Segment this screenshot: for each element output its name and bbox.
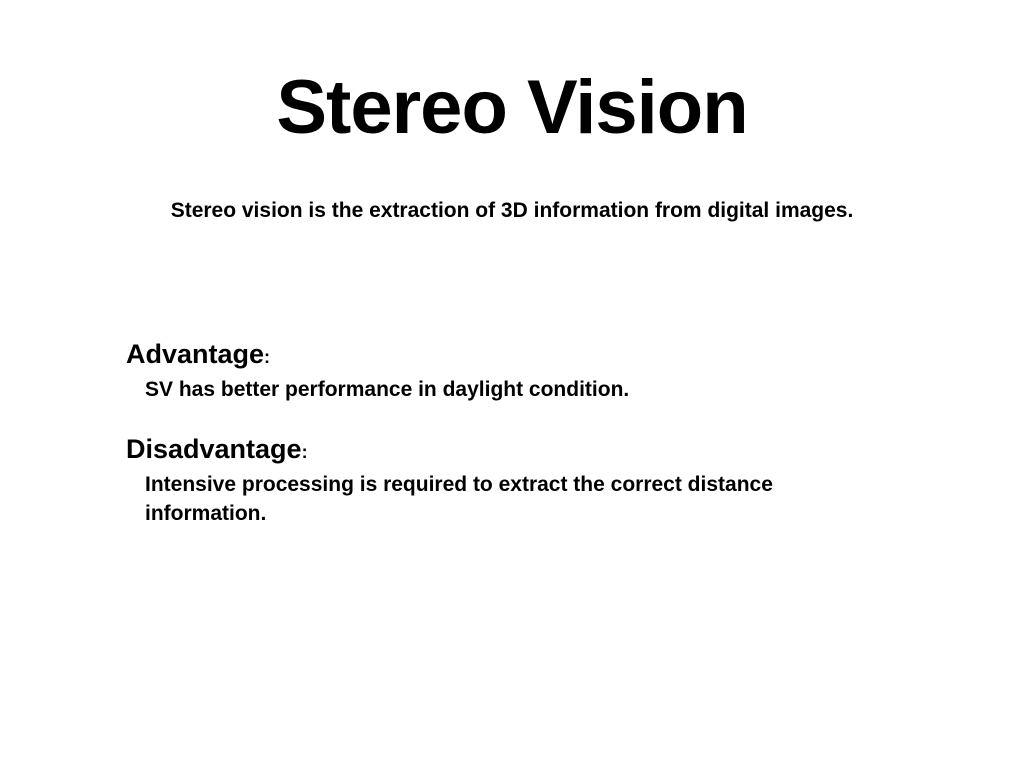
disadvantage-heading-label: Disadvantage bbox=[126, 434, 302, 464]
advantage-section bbox=[126, 336, 886, 404]
advantage-heading-colon: : bbox=[264, 347, 271, 367]
disadvantage-heading-colon: : bbox=[301, 442, 308, 462]
advantage-heading bbox=[126, 336, 886, 375]
advantage-heading-label: Advantage bbox=[126, 339, 265, 369]
disadvantage-text: Intensive processing is required to extract the correct distance information. bbox=[145, 473, 773, 525]
advantage-text: SV has better performance in daylight condition. bbox=[145, 378, 630, 401]
disadvantage-section bbox=[126, 431, 886, 528]
slide-title: Stereo Vision bbox=[276, 65, 748, 150]
disadvantage-heading bbox=[126, 431, 886, 470]
slide-subtitle: Stereo vision is the extraction of 3D information from digital images. bbox=[170, 199, 854, 222]
